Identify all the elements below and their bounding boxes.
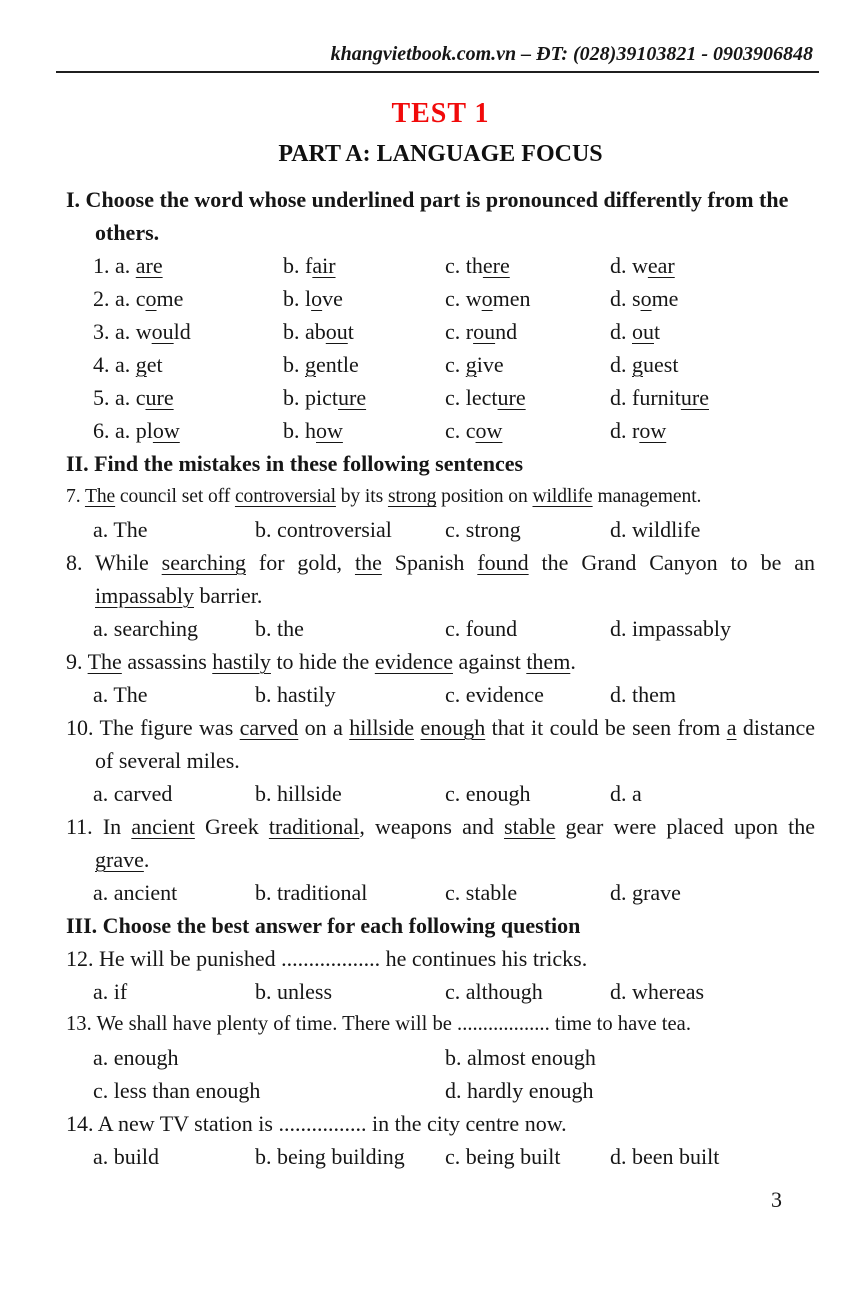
option-cell: a. ancient	[93, 880, 178, 905]
question-options-row	[93, 381, 815, 414]
option-cell: c. strong	[445, 517, 521, 542]
option-cell: d. wear	[610, 253, 675, 278]
option-cell: b. love	[283, 286, 343, 311]
question-options-row	[93, 249, 815, 282]
option-cell: b. fair	[283, 253, 336, 278]
option-cell: d. hardly enough	[445, 1078, 594, 1103]
option-cell: b. about	[283, 319, 354, 344]
option-cell: 5. a. cure	[93, 385, 174, 410]
question-stem: 8. While searching for gold, the Spanish found the Grand Canyon to be an impassably barrier.	[66, 550, 816, 608]
option-cell: c. women	[445, 286, 531, 311]
question-stem: 14. A new TV station is ................ in the city centre now.	[66, 1111, 567, 1136]
option-cell: a. enough	[93, 1045, 179, 1070]
option-cell: b. hastily	[255, 682, 336, 707]
option-cell: d. some	[610, 286, 679, 311]
question-options-row	[93, 876, 815, 909]
question-stem: 10. The figure was carved on a hillside enough that it could be seen from a distance of several miles.	[66, 715, 815, 773]
option-cell: b. picture	[283, 385, 367, 410]
option-cell: d. whereas	[610, 979, 705, 1004]
section-heading: III. Choose the best answer for each following question	[66, 913, 581, 938]
option-cell: 4. a. get	[93, 352, 163, 377]
option-cell: c. round	[445, 319, 518, 344]
option-cell: d. row	[610, 418, 667, 443]
question-options-row	[93, 348, 815, 381]
option-cell: d. wildlife	[610, 517, 701, 542]
option-cell: c. stable	[445, 880, 518, 905]
option-cell: c. although	[445, 979, 543, 1004]
question-options-row	[93, 315, 815, 348]
option-cell: 2. a. come	[93, 286, 184, 311]
option-cell: b. being building	[255, 1144, 405, 1169]
option-cell: b. gentle	[283, 352, 359, 377]
option-cell: c. give	[445, 352, 504, 377]
option-cell: 3. a. would	[93, 319, 191, 344]
option-cell: 1. a. are	[93, 253, 163, 278]
question-stem: 7. The council set off controversial by its strong position on wildlife management.	[66, 486, 702, 507]
option-cell: d. impassably	[610, 616, 731, 641]
option-cell: d. out	[610, 319, 661, 344]
section-heading: II. Find the mistakes in these following sentences	[66, 451, 524, 476]
question-options-row	[93, 414, 815, 447]
section-heading: I. Choose the word whose underlined part is pronounced differently from the others.	[66, 187, 789, 245]
header-rule	[56, 71, 819, 73]
option-cell: d. guest	[610, 352, 679, 377]
question-options-row	[93, 975, 815, 1008]
option-cell: b. almost enough	[445, 1045, 596, 1070]
test-content	[66, 183, 815, 1173]
question-stem: 11. In ancient Greek traditional, weapons and stable gear were placed upon the grave.	[66, 814, 815, 872]
question-stem: 12. He will be punished .................. he continues his tricks.	[66, 946, 588, 971]
option-cell: a. The	[93, 682, 148, 707]
option-cell: d. a	[610, 781, 642, 806]
option-cell: a. The	[93, 517, 148, 542]
question-options-row	[93, 612, 815, 645]
page-header	[66, 42, 815, 66]
option-cell: b. traditional	[255, 880, 368, 905]
option-cell: d. them	[610, 682, 676, 707]
option-cell: b. hillside	[255, 781, 342, 806]
option-cell: b. how	[283, 418, 343, 443]
option-cell: c. evidence	[445, 682, 544, 707]
question-options-row	[93, 282, 815, 315]
question-options-row	[93, 1074, 815, 1107]
question-options-row	[93, 1140, 815, 1173]
option-cell: c. enough	[445, 781, 531, 806]
option-cell: d. grave	[610, 880, 681, 905]
option-cell: c. cow	[445, 418, 503, 443]
option-cell: c. less than enough	[93, 1078, 261, 1103]
question-options-row	[93, 678, 815, 711]
option-cell: c. found	[445, 616, 518, 641]
question-options-row	[93, 1041, 815, 1074]
question-options-row	[93, 513, 815, 546]
option-cell: d. been built	[610, 1144, 720, 1169]
option-cell: a. carved	[93, 781, 173, 806]
option-cell: c. being built	[445, 1144, 561, 1169]
option-cell: a. searching	[93, 616, 199, 641]
question-options-row	[93, 777, 815, 810]
option-cell: d. furniture	[610, 385, 709, 410]
option-cell: b. controversial	[255, 517, 392, 542]
question-stem: 13. We shall have plenty of time. There will be .................. time to have tea.	[66, 1013, 691, 1035]
option-cell: b. the	[255, 616, 304, 641]
option-cell: b. unless	[255, 979, 332, 1004]
test-title: TEST 1	[391, 98, 490, 129]
question-stem: 9. The assassins hastily to hide the evidence against them.	[66, 649, 576, 674]
option-cell: c. there	[445, 253, 510, 278]
page-number: 3	[771, 1187, 782, 1212]
option-cell: a. build	[93, 1144, 159, 1169]
option-cell: c. lecture	[445, 385, 526, 410]
option-cell: 6. a. plow	[93, 418, 180, 443]
header-text: khangvietbook.com.vn – ĐT: (028)39103821 - 0903906848	[330, 43, 813, 65]
part-title: PART A: LANGUAGE FOCUS	[278, 141, 603, 167]
option-cell: a. if	[93, 979, 128, 1004]
